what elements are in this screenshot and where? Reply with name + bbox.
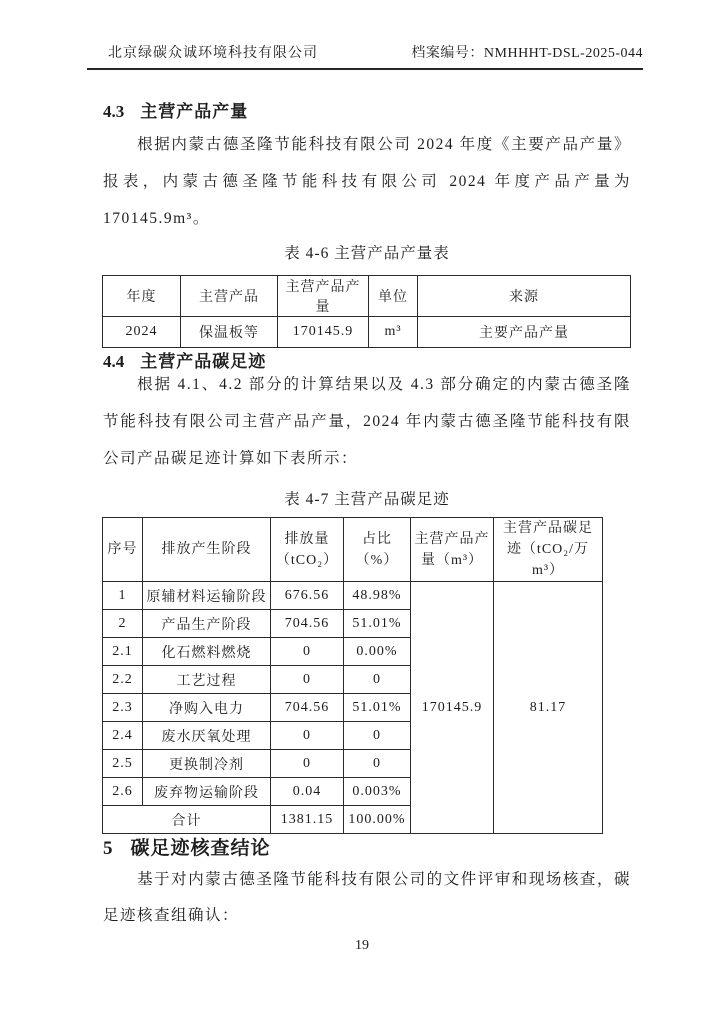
t47-index: 2.6: [103, 778, 143, 806]
section-4-3-paragraph: 根据内蒙古德圣隆节能科技有限公司 2024 年度《主要产品产量》报表，内蒙古德圣隆节能科技有限公司 2024 年度产品产量为 170145.9m³。: [103, 136, 631, 227]
file-number: [411, 42, 643, 62]
t47-header-share: 占比（%）: [344, 518, 411, 582]
t47-share: 48.98%: [344, 582, 411, 610]
t47-index: 2: [103, 610, 143, 638]
t47-share: 0: [344, 722, 411, 750]
t47-emission: 0.04: [271, 778, 344, 806]
t47-header-production: 主营产品产量（m³）: [411, 518, 494, 582]
t47-emission: 0: [271, 750, 344, 778]
t47-stage: 净购入电力: [143, 694, 271, 722]
table-4-7-header-row: [103, 518, 603, 582]
t47-header-stage: 排放产生阶段: [143, 518, 271, 582]
table-row: [103, 582, 603, 610]
section-5-number: 5: [103, 838, 113, 859]
section-4-3-number: 4.3: [103, 102, 125, 121]
t47-index: 2.1: [103, 638, 143, 666]
file-number-value: NMHHHT-DSL-2025-044: [483, 46, 643, 61]
t47-index: 2.4: [103, 722, 143, 750]
t47-share: 0.00%: [344, 638, 411, 666]
t47-stage: 产品生产阶段: [143, 610, 271, 638]
section-4-3-heading: [103, 97, 248, 122]
section-4-4-title: 主营产品碳足迹: [140, 352, 267, 371]
report-header: [87, 42, 643, 70]
t47-stage: 原辅材料运输阶段: [143, 582, 271, 610]
t47-total-share: 100.00%: [344, 806, 411, 834]
t47-share: 51.01%: [344, 694, 411, 722]
t47-header-emission: 排放量（tCO₂）: [271, 518, 344, 582]
t47-share: 0: [344, 750, 411, 778]
t47-index: 2.5: [103, 750, 143, 778]
t46-header-source: 来源: [418, 276, 631, 317]
t46-header-year: 年度: [103, 276, 181, 317]
t47-emission: 0: [271, 722, 344, 750]
t47-index: 2.2: [103, 666, 143, 694]
t47-stage: 工艺过程: [143, 666, 271, 694]
t47-stage: 化石燃料燃烧: [143, 638, 271, 666]
t47-share: 0.003%: [344, 778, 411, 806]
t47-emission: 704.56: [271, 610, 344, 638]
table-4-7-caption: 表 4-7 主营产品碳足迹: [284, 491, 450, 508]
section-5-paragraph: 基于对内蒙古德圣隆节能科技有限公司的文件评审和现场核查，碳足迹核查组确认：: [103, 871, 631, 924]
t47-total-label: 合计: [103, 806, 271, 834]
t47-emission: 0: [271, 638, 344, 666]
t46-header-product: 主营产品: [181, 276, 278, 317]
table-4-7: [102, 517, 603, 834]
table-4-6-data-row: [103, 317, 631, 348]
t47-header-index: 序号: [103, 518, 143, 582]
table-4-6-caption: 表 4-6 主营产品产量表: [284, 245, 450, 262]
section-4-4-paragraph: 根据 4.1、4.2 部分的计算结果以及 4.3 部分确定的内蒙古德圣隆节能科技有限公司主营产品产量，2024 年内蒙古德圣隆节能科技有限公司产品碳足迹计算如下表所示：: [103, 376, 631, 467]
t47-total-emission: 1381.15: [271, 806, 344, 834]
t46-cell-product: 保温板等: [181, 317, 278, 348]
section-5-title: 碳足迹核查结论: [130, 838, 271, 859]
t47-emission: 0: [271, 666, 344, 694]
t46-cell-output: 170145.9: [278, 317, 369, 348]
t47-stage: 废水厌氧处理: [143, 722, 271, 750]
page-number: 19: [355, 938, 369, 953]
t47-share: 51.01%: [344, 610, 411, 638]
t47-header-footprint: 主营产品碳足迹（tCO₂/万 m³）: [494, 518, 603, 582]
section-4-3-title: 主营产品产量: [140, 102, 249, 121]
t47-emission: 704.56: [271, 694, 344, 722]
t47-index: 2.3: [103, 694, 143, 722]
t46-header-output: 主营产品产量: [278, 276, 369, 317]
company-name: 北京绿碳众诚环境科技有限公司: [108, 46, 318, 61]
t47-emission: 676.56: [271, 582, 344, 610]
t46-cell-source: 主要产品产量: [418, 317, 631, 348]
t47-production-merged-cell: 170145.9: [411, 582, 494, 834]
t47-stage: 更换制冷剂: [143, 750, 271, 778]
section-4-4-number: 4.4: [103, 352, 125, 371]
t47-stage: 废弃物运输阶段: [143, 778, 271, 806]
t47-index: 1: [103, 582, 143, 610]
t46-header-unit: 单位: [369, 276, 418, 317]
t47-share: 0: [344, 666, 411, 694]
section-5-heading: [103, 833, 271, 860]
t47-footprint-merged-cell: 81.17: [494, 582, 603, 834]
table-4-6: [102, 275, 631, 348]
t46-cell-year: 2024: [103, 317, 181, 348]
t46-cell-unit: m³: [369, 317, 418, 348]
table-4-6-header-row: [103, 276, 631, 317]
file-number-label: 档案编号：: [411, 46, 484, 61]
